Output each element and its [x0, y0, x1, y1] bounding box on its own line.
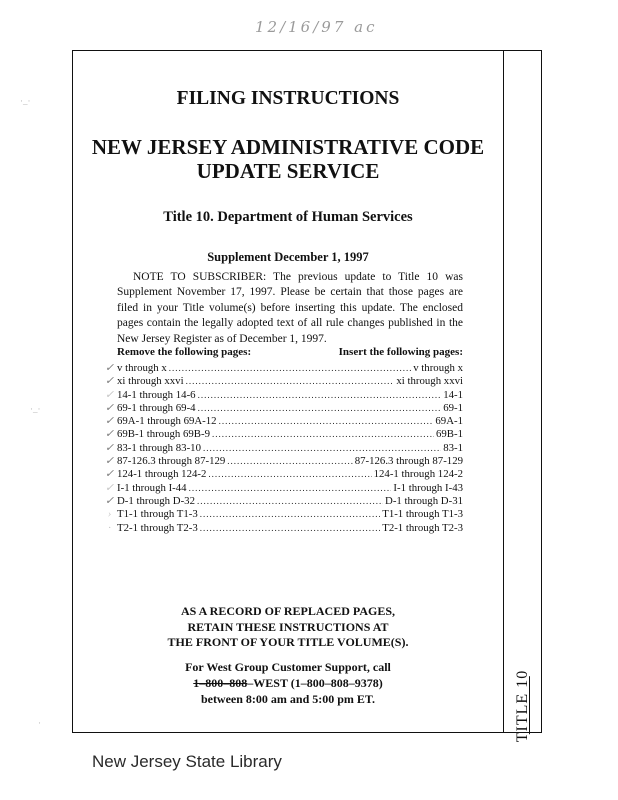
check-mark-icon: ✓ [104, 428, 115, 441]
leader-dots [219, 415, 434, 428]
leader-dots [200, 508, 380, 521]
insert-pages: I-1 through I-43 [393, 481, 463, 494]
record-line1: AS A RECORD OF REPLACED PAGES, [180, 604, 396, 618]
remove-pages: xi through xxvi [117, 375, 184, 388]
remove-pages: 69B-1 through 69B-9 [117, 428, 210, 441]
page-heading: FILING INSTRUCTIONS [176, 88, 400, 109]
leader-dots [189, 482, 392, 495]
check-mark-icon: ✓ [104, 415, 115, 428]
list-item [104, 441, 463, 455]
remove-pages: 14-1 through 14-6 [117, 388, 196, 401]
list-item [104, 401, 463, 415]
remove-pages: T1-1 through T1-3 [117, 508, 198, 521]
insert-pages: 87-126.3 through 87-129 [354, 455, 463, 468]
leader-dots [200, 522, 380, 535]
title-department: Title 10. Department of Human Services [163, 209, 413, 225]
code-title [72, 135, 504, 183]
check-mark-icon: ✓ [104, 455, 115, 468]
remove-pages: 69-1 through 69-4 [117, 401, 196, 414]
leader-dots [198, 389, 442, 402]
insert-pages: 69A-1 [435, 415, 463, 428]
check-mark-icon: ✓ [104, 441, 115, 454]
record-instructions [72, 604, 504, 651]
remove-pages: T2-1 through T2-3 [117, 521, 198, 534]
title-tab [503, 51, 541, 743]
title-tab-text: TITLE 10 [513, 669, 531, 743]
insert-pages: xi through xxvi [396, 375, 463, 388]
handwritten-date-note: 12/16/97 ac [255, 18, 378, 36]
record-line3: THE FRONT OF YOUR TITLE VOLUME(S). [167, 635, 409, 649]
remove-pages: 83-1 through 83-10 [117, 441, 201, 454]
list-item [108, 521, 463, 535]
remove-pages: 69A-1 through 69A-12 [117, 415, 217, 428]
support-phone [72, 675, 504, 691]
scan-speck: ·_· [30, 404, 41, 414]
pages-list-header [117, 346, 463, 360]
leader-dots [227, 455, 352, 468]
check-mark-icon: · [108, 521, 111, 534]
remove-header: Remove the following pages: [117, 346, 252, 358]
check-mark-icon: ✓ [104, 401, 115, 414]
leader-dots [212, 428, 434, 441]
list-item [104, 455, 463, 468]
support-hours: between 8:00 am and 5:00 pm ET. [200, 692, 376, 706]
check-mark-icon: ✓ [104, 481, 115, 494]
customer-support [72, 659, 504, 707]
list-item [104, 415, 463, 428]
insert-header: Insert the following pages: [338, 346, 463, 358]
supplement-date: Supplement December 1, 1997 [207, 250, 369, 264]
insert-pages: 69B-1 [436, 428, 463, 441]
remove-pages: I-1 through I-44 [117, 481, 187, 494]
list-item [104, 481, 463, 495]
leader-dots [208, 468, 371, 481]
leader-dots [198, 402, 442, 415]
check-mark-icon: ✓ [104, 468, 115, 481]
check-mark-icon: ✓ [104, 494, 115, 507]
insert-pages: T1-1 through T1-3 [382, 508, 463, 521]
insert-pages: T2-1 through T2-3 [382, 521, 463, 534]
remove-pages: 124-1 through 124-2 [117, 468, 207, 481]
leader-dots [186, 375, 395, 388]
list-item [107, 508, 463, 521]
subscriber-note: NOTE TO SUBSCRIBER: The previous update to Title 10 was Supplement November 17, 1997. Please be certain that those pages are filed in your Title volume(s) before inserting this update. The enclosed pages contain the legally adopted text of all rule changes published in the New Jersey Register as of December 1, 1997. [117, 271, 463, 345]
list-item [104, 388, 463, 402]
check-mark-icon: ✓ [104, 388, 115, 401]
support-line1: For West Group Customer Support, call [185, 660, 391, 674]
leader-dots [197, 495, 383, 508]
check-mark-icon: ✓ [104, 375, 115, 388]
list-item [104, 428, 463, 441]
pages-list [104, 362, 463, 535]
leader-dots [169, 362, 411, 375]
code-title-line2: UPDATE SERVICE [196, 159, 380, 183]
insert-pages: 69-1 [443, 401, 463, 414]
remove-pages: D-1 through D-32 [117, 494, 195, 507]
support-phone-struck: 1–800–808 [193, 676, 248, 690]
list-item [104, 362, 463, 375]
remove-pages: v through x [117, 362, 167, 374]
scan-speck: · [38, 718, 41, 728]
support-phone-rest: –WEST (1–800–808–9378) [247, 676, 383, 690]
check-mark-icon: › [107, 508, 112, 521]
insert-pages: 14-1 [443, 388, 463, 401]
remove-pages: 87-126.3 through 87-129 [117, 455, 226, 468]
title-tab-label [514, 670, 532, 742]
list-item [104, 375, 463, 388]
insert-pages: 83-1 [443, 441, 463, 454]
list-item [104, 494, 463, 508]
insert-pages: 124-1 through 124-2 [373, 468, 463, 481]
leader-dots [203, 442, 441, 455]
scan-speck: ·_· [20, 96, 31, 106]
title-tab-rule [529, 676, 530, 734]
list-item [104, 468, 463, 481]
insert-pages: v through x [413, 362, 463, 374]
record-line2: RETAIN THESE INSTRUCTIONS AT [187, 619, 389, 634]
insert-pages: D-1 through D-31 [385, 494, 463, 507]
code-title-line1: NEW JERSEY ADMINISTRATIVE CODE [91, 135, 485, 159]
library-stamp: New Jersey State Library [92, 752, 282, 771]
check-mark-icon: ✓ [104, 362, 115, 374]
